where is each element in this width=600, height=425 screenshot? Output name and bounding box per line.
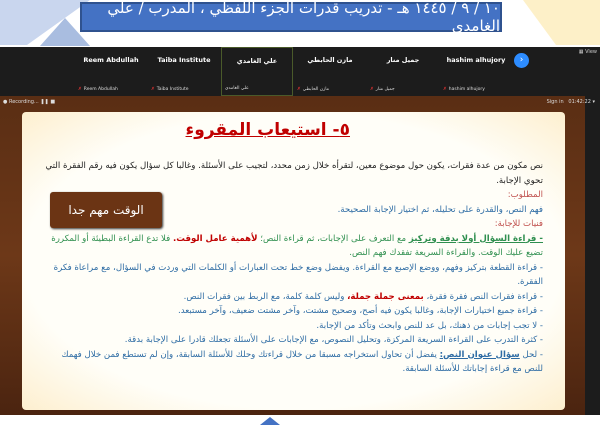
slide-heading: ٥- استيعاب المقروء [185,120,350,140]
side-panel [585,96,600,415]
next-page-arrow-icon[interactable]: › [514,53,529,68]
callout-scroll: الوقت مهم جدا [50,192,162,228]
banner-title: ١٠ / ٩ / ١٤٤٥ هـ - تدريب قدرات الجزء اللفظي ، المدرب / علي الغامدي [80,2,502,32]
recording-icon: ● [3,99,8,105]
participant-tile[interactable]: جميل منار ✗ جميل منار [370,56,420,92]
stop-icon[interactable]: ■ [50,99,56,105]
participant-strip [0,47,600,96]
timer: 01:42:22 [568,99,591,105]
muted-mic-icon: ✗ [443,87,447,92]
muted-mic-icon: ✗ [297,87,301,92]
view-button[interactable]: ▦ View [578,49,597,55]
participant-tile[interactable]: مازن الحابطي ✗ مازن الحابطي [297,56,353,92]
bottom-decoration [260,417,280,425]
participant-tile[interactable]: hashim alhujory ✗ hashim alhujory [443,56,506,92]
banner-decoration [490,0,600,45]
participant-tile-active[interactable]: علي الغامدي علي الغامدي [221,47,293,96]
pause-icon[interactable]: ❚❚ [40,99,49,105]
participant-tile[interactable]: Reem Abdullah ✗ Reem Abdullah [78,56,139,92]
muted-mic-icon: ✗ [151,87,155,92]
slide [22,112,565,410]
muted-mic-icon: ✗ [78,87,82,92]
muted-mic-icon: ✗ [370,87,374,92]
slide-body: نص مكون من عدة فقرات، يكون حول موضوع معين، لتقرأه خلال زمن محدد، لتجيب على الأسئلة. وغالبا كل سؤال يكون فيه رقم الفقرة التي تحوي الإجابة. المطلوب: فهم النص، والقدرة على تحليله، ثم اختيار الإجابة الصحيحة. فنيات للإجابة: - قراءة السؤال أولا بدقة وتركيز مع التعرف على الإجابات، ثم قراءة النص؛ لأهمية عامل الوقت. فلا تدع القراءة البطيئة أو المكررة تضيع عليك الوقت. والقراءة السريعة تفقدك فهم النص. - قراءة القطعة بتركيز وفهم، ووضع الإصبع مع القراءة. ويفضل وضع خط تحت العبارات أو الكلمات التي وردت في السؤال، مع مراعاة فكرة الفقرة. - قراءة فقرات النص فقرة فقرة، بمعنى جملة جملة، وليس كلمة كلمة، مع الربط بين فقرات النص. - قراءة جميع اختيارات الإجابة، وغالبا يكون فيه أصح، وصحيح مشتت، وآخر مشتت ضعيف، وآخر مستبعد. - لا تجب إجابات من ذهنك، بل عد للنص وابحث وتأكد من الإجابة. - كثرة التدرب على القراءة السريعة المركزة، وتحليل النصوص، مع الإجابات على الأسئلة تجعلك قادرا على الإجابة بدقة. - لحل سؤال عنوان النص: يفضل أن تحاول استخراجه مسبقا من خلال قراءتك وحلك للأسئلة السابقة، وإن لم تستطع فمن خلال فهمك للنص مع قراءة إجاباتك للأسئلة السابقة. [45,161,543,374]
participant-tile[interactable]: Taiba Institute ✗ Taiba Institute [151,56,211,92]
recording-bar: ● Recording... ❚❚ ■ Sign in 01:42:22 ▾ [3,99,595,105]
sign-in-link[interactable]: Sign in [546,99,564,105]
